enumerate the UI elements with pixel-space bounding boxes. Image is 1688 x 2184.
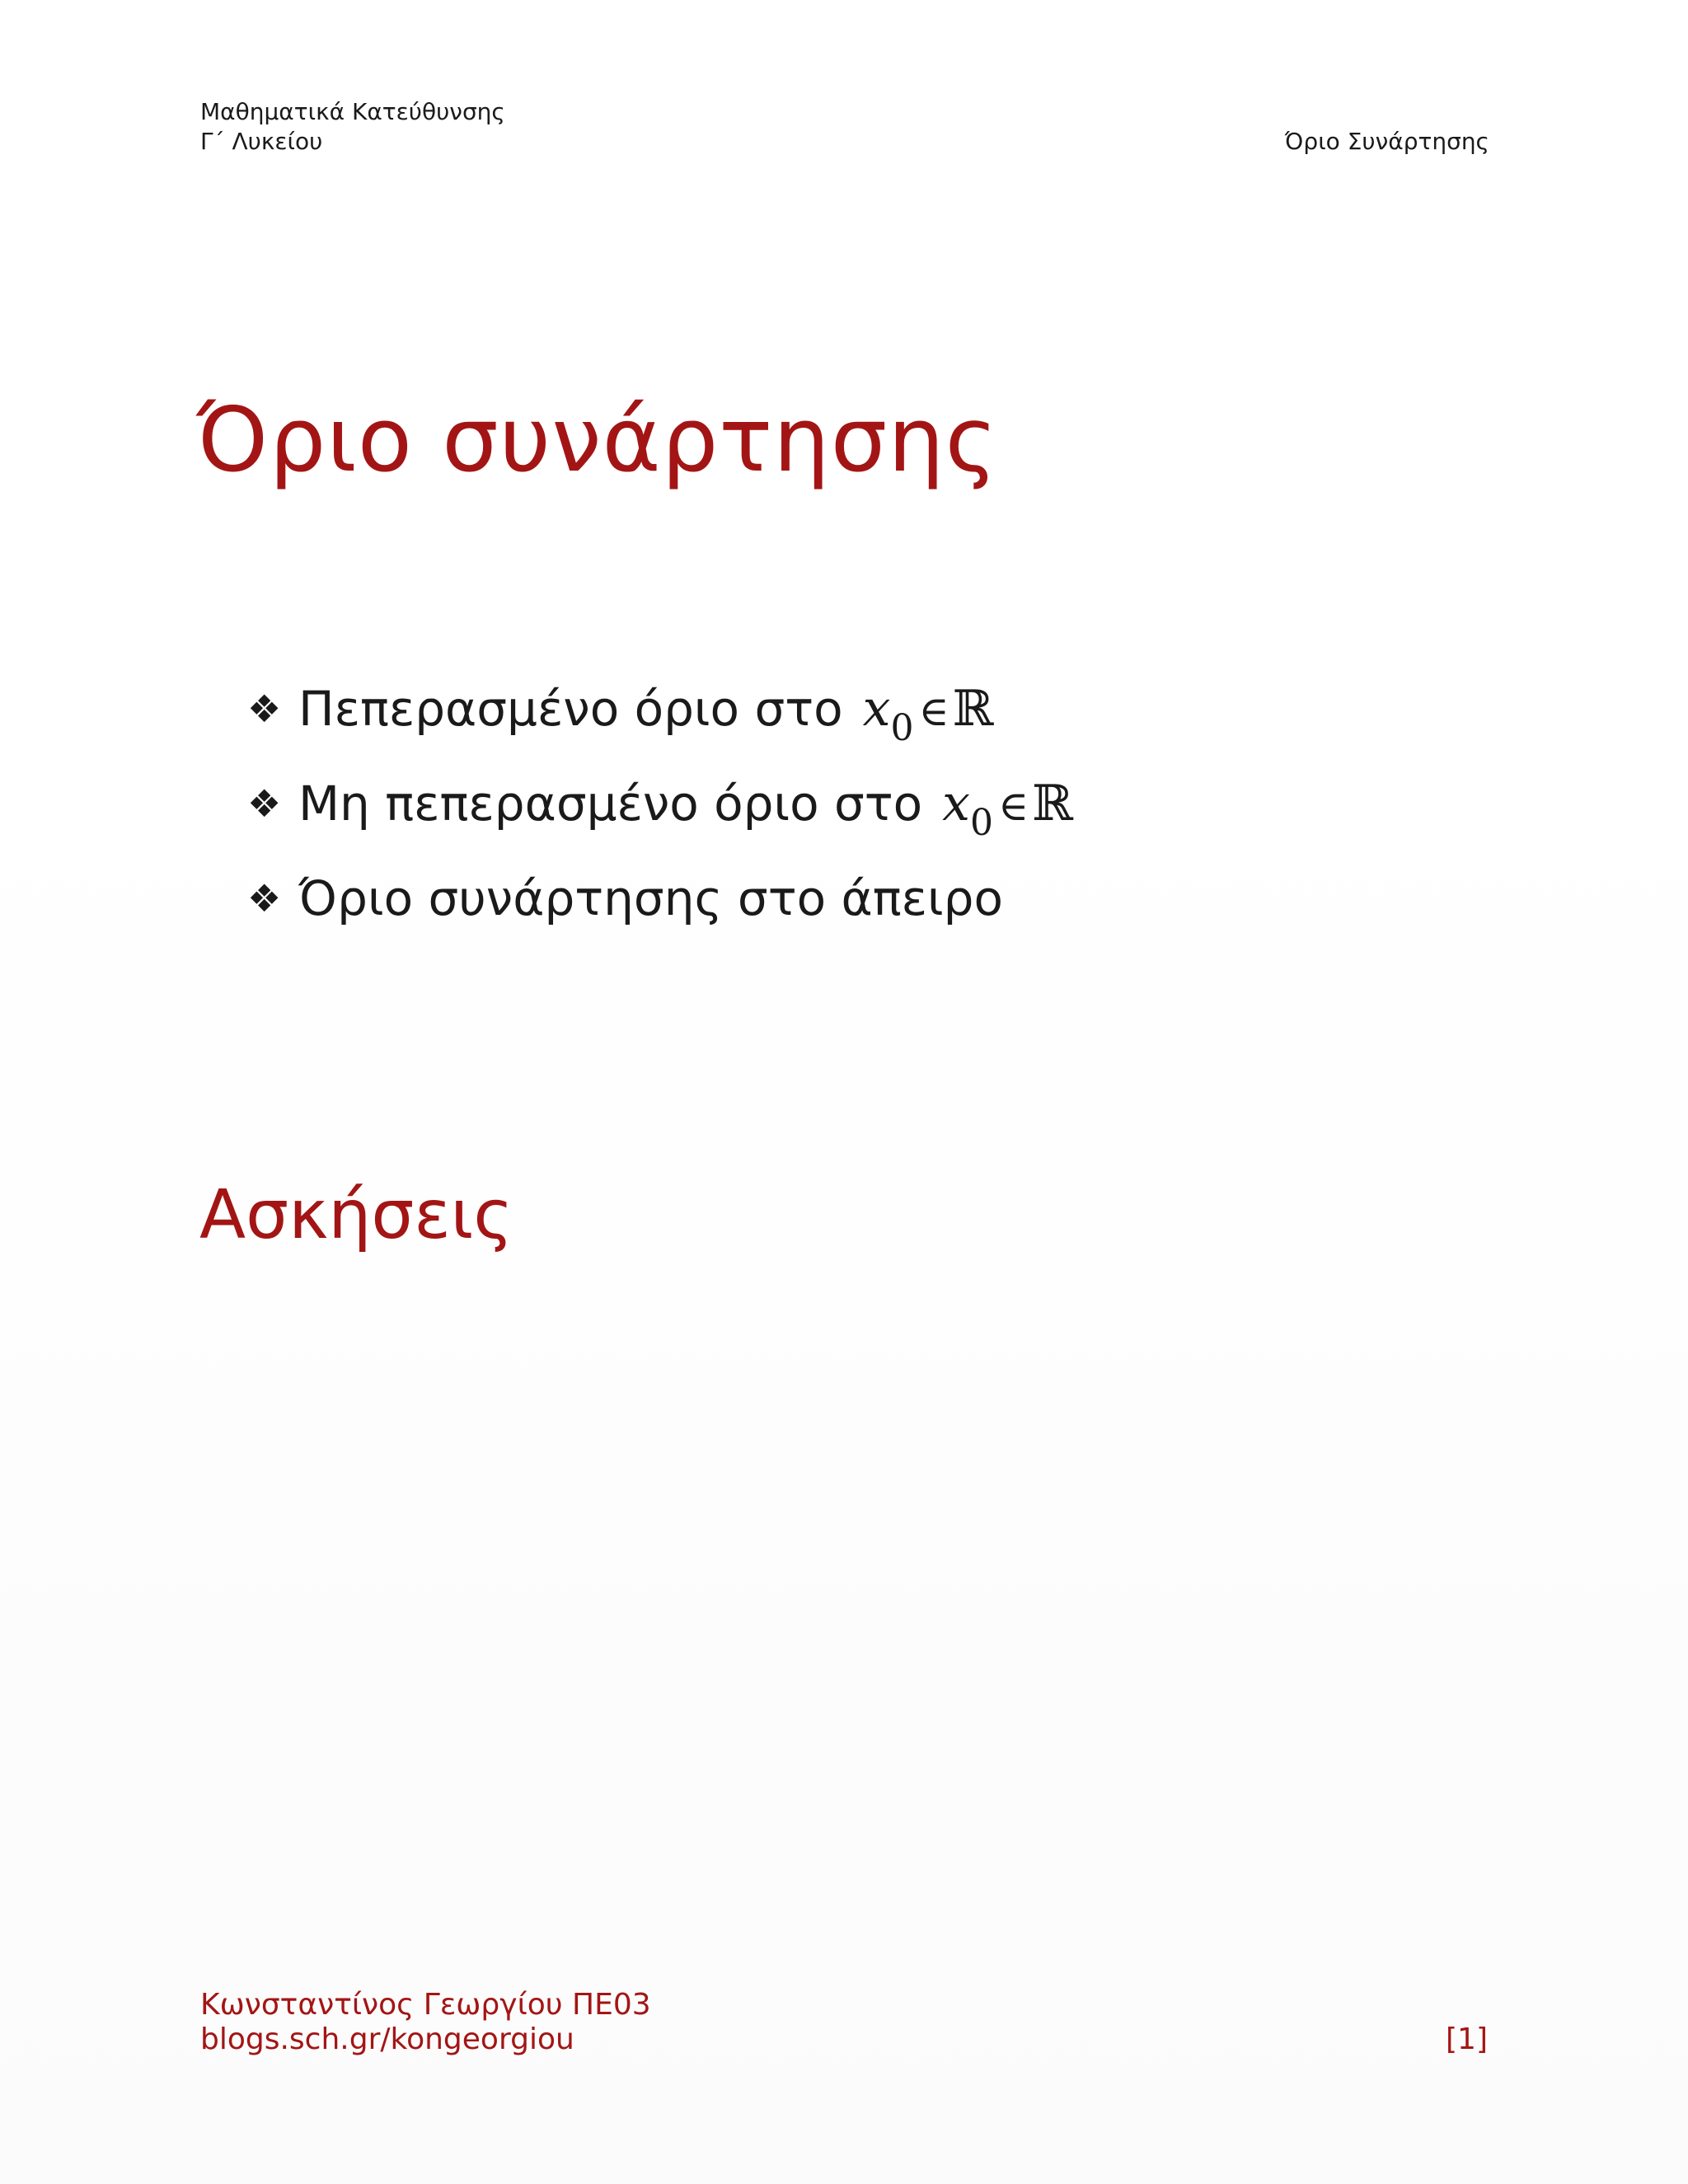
four-diamond-bullet-icon: ❖	[247, 876, 282, 921]
math-subscript: 0	[970, 802, 994, 844]
footer-credits	[200, 1988, 651, 2057]
real-numbers-symbol: ℝ	[952, 680, 994, 738]
four-diamond-bullet-icon: ❖	[247, 781, 282, 826]
math-variable: x	[862, 680, 891, 738]
section-heading: Ασκήσεις	[199, 1176, 513, 1254]
list-item	[247, 865, 1073, 960]
header-subject	[200, 97, 505, 157]
four-diamond-bullet-icon: ❖	[247, 687, 282, 731]
list-item-text: Πεπερασμένο όριο στο	[298, 681, 843, 737]
header-subject-line1: Μαθηματικά Κατεύθυνσης	[200, 98, 505, 125]
header-topic: Όριο Συνάρτησης	[1284, 128, 1489, 155]
math-expression	[862, 676, 994, 749]
math-expression	[942, 771, 1073, 844]
list-item-text: Μη πεπερασμένο όριο στο	[298, 776, 923, 832]
footer-author: Κωνσταντίνος Γεωργίου ΠΕ03	[200, 1988, 651, 2022]
page-title: Όριο συνάρτησης	[196, 389, 999, 492]
math-subscript: 0	[890, 707, 914, 749]
math-variable: x	[942, 775, 971, 832]
topic-list	[247, 676, 1073, 960]
list-item	[247, 676, 1073, 771]
element-of-symbol: ∈	[918, 687, 950, 735]
list-item-text: Όριο συνάρτησης στο άπειρο	[298, 870, 1003, 926]
list-item	[247, 771, 1073, 865]
page-number: [1]	[1446, 2022, 1488, 2056]
real-numbers-symbol: ℝ	[1032, 775, 1073, 832]
header-subject-line2: Γ΄ Λυκείου	[200, 128, 323, 155]
element-of-symbol: ∈	[998, 782, 1029, 830]
footer-blog-link[interactable]: blogs.sch.gr/kongeorgiou	[200, 2022, 574, 2056]
